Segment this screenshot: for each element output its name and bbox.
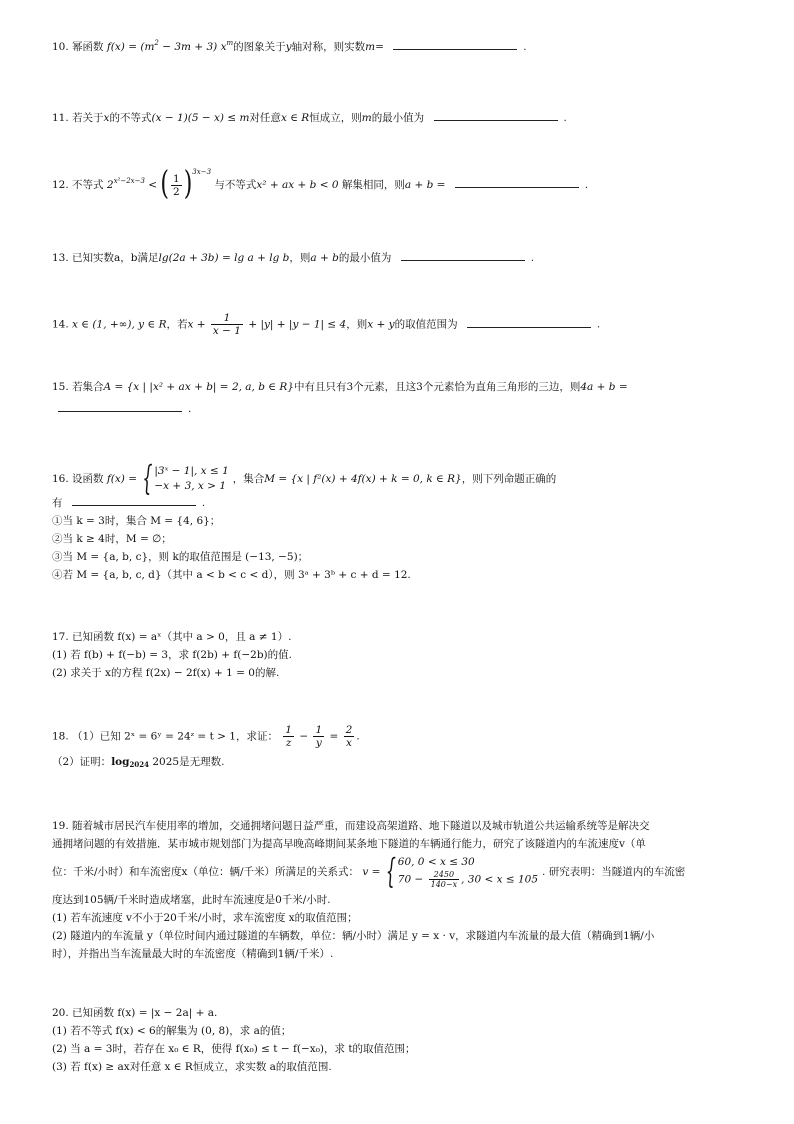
- question-17: [52, 628, 754, 682]
- question-20: [52, 1004, 754, 1076]
- question-12: [52, 165, 754, 203]
- q18-log: $\log_{2024}$: [111, 756, 150, 769]
- q18-fraction-3: $\frac{2}{x}$: [345, 724, 353, 749]
- q14-answer-blank[interactable]: [467, 316, 591, 328]
- q12-power: $2^{x^2-2x-3}$: [106, 177, 145, 191]
- q14-cond: x ∈ (1, +∞), y ∈ R: [72, 318, 167, 331]
- q19-line-3: 位：千米/小时）和车流密度x（单位：辆/千米）所满足的关系式：: [52, 866, 359, 878]
- q10-answer-blank[interactable]: [393, 38, 517, 50]
- q12-paren-right: ): [183, 165, 193, 203]
- q13-text: 已知实数a，b满足: [72, 252, 159, 264]
- q16-func: f(x) =: [106, 473, 138, 485]
- q18-log-arg: 2025是无理数.: [149, 756, 225, 768]
- q17-stem: 已知函数 f(x) = aˣ（其中 a > 0，且 a ≠ 1）.: [72, 631, 292, 643]
- q18-fraction-1: $\frac{1}{z}$: [285, 724, 292, 749]
- q12-sum: a + b =: [404, 179, 446, 191]
- q10-m: m: [365, 41, 376, 53]
- q14-number: 14.: [52, 318, 69, 331]
- q19-line-4: 度达到105辆/千米时造成堵塞，此时车流速度是0千米/小时.: [52, 894, 331, 906]
- q12-text: 不等式: [72, 179, 104, 191]
- q14-fraction: $\frac{1}{x - 1}$: [212, 312, 241, 337]
- q16-set: M = {x | f²(x) + 4f(x) + k = 0, k ∈ R}: [264, 473, 462, 485]
- q16-answer-blank[interactable]: [72, 494, 196, 506]
- q17-number: 17.: [52, 631, 69, 643]
- q10-func: $f(x) = (m^2 - 3m + 3)$ $x^m$: [106, 39, 234, 53]
- q19-part-2-cont: 时），并指出当车流量最大时的车流密度（精确到1辆/千米）.: [52, 948, 334, 960]
- q16-option-1: ①当 k = 3时，集合 M = {4, 6}；: [52, 515, 221, 527]
- q16-option-3: ③当 M = {a, b, c}，则 k的取值范围是 (−13, −5)；: [52, 551, 309, 563]
- q14-x: x +: [187, 318, 206, 331]
- q19-line-3b: . 研究表明：当隧道内的车流密: [542, 866, 686, 878]
- q10-number: 10.: [52, 41, 69, 53]
- q10-eq: =: [375, 41, 384, 53]
- q10-end: .: [523, 41, 527, 53]
- q11-x: x: [103, 112, 110, 124]
- q15-end: .: [188, 403, 192, 415]
- q14-text-c: 的取值范围为: [394, 318, 458, 331]
- q17-part-1: (1) 若 f(b) + f(−b) = 3，求 f(2b) + f(−2b)的值.: [52, 649, 292, 661]
- q12-end: .: [584, 179, 589, 191]
- q14-text: ，若: [166, 318, 188, 331]
- q10-text-b: 的图象关于: [233, 41, 286, 53]
- q11-end: .: [563, 112, 567, 124]
- question-11: [52, 109, 754, 127]
- q15-answer-blank[interactable]: [58, 400, 182, 412]
- q11-text-c: 对任意: [249, 112, 281, 124]
- q20-number: 20.: [52, 1007, 69, 1019]
- q12-answer-blank[interactable]: [455, 176, 579, 188]
- q12-text-c: 解集相同，则: [341, 179, 405, 191]
- q12-fraction: $\frac{1}{2}$: [173, 172, 180, 198]
- q13-expr: lg(2a + 3b) = lg a + lg b: [158, 252, 290, 264]
- q11-answer-blank[interactable]: [434, 109, 558, 121]
- q11-text: 若关于: [72, 112, 104, 124]
- q13-sum: a + b: [310, 252, 339, 264]
- q19-part-2: (2) 隧道内的车流量 y（单位时间内通过隧道的车辆数，单位：辆/小时）满足 y = x · v，求隧道内车流量的最大值（精确到1辆/小: [52, 930, 655, 942]
- q18-eq: =: [329, 730, 339, 743]
- q15-text-b: 中有且只有3个元素，且这3个元素恰为直角三角形的三边，则: [294, 381, 581, 393]
- q19-number: 19.: [52, 820, 69, 832]
- q14-rest: + |y| + |y − 1| ≤ 4: [248, 318, 347, 331]
- q19-part-1: (1) 若车流速度 v不小于20千米/小时，求车流密度 x的取值范围；: [52, 912, 358, 924]
- q20-part-3: (3) 若 f(x) ≥ ax对任意 x ∈ R恒成立，求实数 a的取值范围.: [52, 1061, 332, 1073]
- q10-y: y: [285, 41, 292, 53]
- q16-text: 设函数: [72, 473, 104, 485]
- q16-number: 16.: [52, 473, 69, 485]
- q15-number: 15.: [52, 381, 69, 393]
- q13-text-b: ，则: [289, 252, 311, 264]
- q12-paren-left: (: [160, 165, 170, 203]
- q10-text-c: 轴对称，则实数: [291, 41, 366, 53]
- q19-piecewise: { 60, 0 < x ≤ 30 70 − $\frac{2450}{140-x}$ , 30 < x ≤ 105: [388, 855, 538, 889]
- question-16: [52, 464, 754, 584]
- q16-text-c: ，则下列命题正确的: [461, 473, 557, 485]
- q14-end: .: [596, 318, 601, 331]
- q11-cond: x ∈ R: [280, 112, 310, 124]
- q16-end: .: [201, 497, 206, 509]
- q18-fraction-2: $\frac{1}{y}$: [315, 724, 323, 749]
- q15-expr: 4a + b =: [580, 381, 628, 393]
- q20-stem: 已知函数 f(x) = |x − 2a| + a.: [72, 1007, 218, 1019]
- q20-part-2: (2) 当 a = 3时，若存在 x₀ ∈ R，使得 f(x₀) ≤ t − f(−x₀)，求 t的取值范围；: [52, 1043, 416, 1055]
- q19-line-2b: v（单: [619, 838, 646, 850]
- q13-text-c: 的最小值为: [338, 252, 392, 264]
- q16-text-b: ，集合: [232, 473, 265, 485]
- question-10: [52, 38, 754, 56]
- q10-text: 幂函数: [72, 41, 104, 53]
- q18-dot: .: [356, 730, 360, 743]
- q17-part-2: (2) 求关于 x的方程 f(2x) − 2f(x) + 1 = 0的解.: [52, 667, 280, 679]
- q14-text-b: ，则: [346, 318, 368, 331]
- q12-exp2: 3x−3: [192, 168, 212, 176]
- q18-minus: −: [299, 730, 309, 743]
- q11-m: m: [361, 112, 372, 124]
- q11-text-b: 的不等式: [109, 112, 152, 124]
- q19-line-2: 通拥堵问题的有效措施．某市城市规划部门为提高早晚高峰期间某条地下隧道的车辆通行能力，研究了该隧道内的车流速度: [52, 838, 619, 850]
- question-13: [52, 249, 754, 267]
- q15-set: A = {x | |x² + ax + b| = 2, a, b ∈ R}: [103, 381, 294, 393]
- q20-part-1: (1) 若不等式 f(x) < 6的解集为 (0, 8)，求 a的值；: [52, 1025, 292, 1037]
- q18-part-1: （1）已知 2ˣ = 6ʸ = 24ᶻ = t > 1，求证：: [72, 730, 278, 743]
- q16-option-4: ④若 M = {a, b, c, d}（其中 a < b < c < d），则 3ᵃ + 3ᵇ + c + d = 12.: [52, 569, 411, 581]
- q16-option-2: ②当 k ≥ 4时，M = ∅；: [52, 533, 172, 545]
- q14-sum: x + y: [367, 318, 395, 331]
- q15-text: 若集合: [72, 381, 104, 393]
- q12-expr: x² + ax + b < 0: [256, 179, 339, 191]
- q19-v: v =: [362, 866, 381, 878]
- q13-answer-blank[interactable]: [401, 249, 525, 261]
- question-14: [52, 312, 754, 337]
- q16-text-d: 有: [52, 497, 63, 509]
- q11-text-e: 的最小值为: [371, 112, 425, 124]
- q12-lt: <: [148, 179, 158, 191]
- q12-number: 12.: [52, 179, 69, 191]
- q11-number: 11.: [52, 112, 69, 124]
- question-19: [52, 817, 754, 963]
- question-18: [52, 724, 754, 771]
- q11-text-d: 恒成立，则: [309, 112, 362, 124]
- q12-text-b: 与不等式: [214, 179, 257, 191]
- q13-number: 13.: [52, 252, 69, 264]
- q18-number: 18.: [52, 730, 69, 743]
- q16-piecewise: { |3ˣ − 1|, x ≤ 1 −x + 3, x > 1: [144, 464, 228, 494]
- q19-line-1: 随着城市居民汽车使用率的增加，交通拥堵问题日益严重，而建设高架道路、地下隧道以及城市轨道公共运输系统等是解决交: [72, 820, 650, 832]
- q11-expr: (x − 1)(5 − x) ≤ m: [151, 112, 250, 124]
- q13-end: .: [530, 252, 535, 264]
- q18-part-2: （2）证明：: [52, 756, 112, 768]
- question-15: [52, 378, 754, 418]
